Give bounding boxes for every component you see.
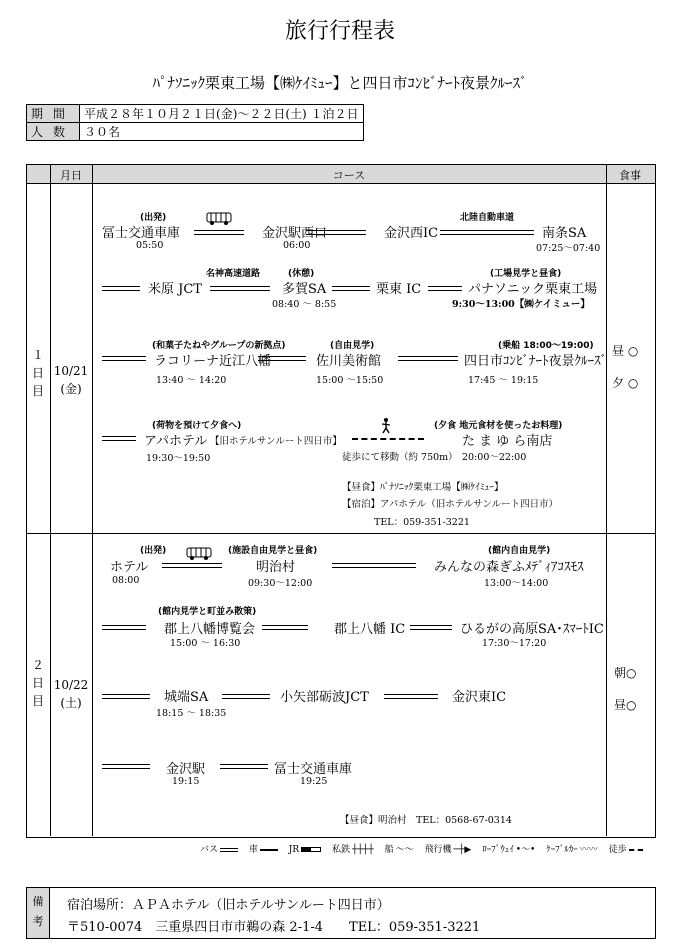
d1-s10-note: (自由見学) — [330, 341, 375, 351]
period-value: 平成２８年１０月２１日(金)～２２日(土) １泊２日 — [80, 105, 364, 123]
legend-cablecar: ｹｰﾌﾞﾙｶｰ — [546, 845, 578, 855]
period-label: 期間 — [27, 105, 80, 123]
legend-private-rail: 私鉄 — [332, 845, 351, 855]
legend-ship: 船 — [384, 845, 394, 855]
d2-s3-note: (館内自由見学) — [488, 546, 551, 556]
d2-s1-name: ホテル — [110, 560, 149, 575]
header-course: コース — [332, 169, 366, 182]
d1-s11-time: 17:45 ～ 19:15 — [468, 375, 539, 386]
d2-s7-time: 18:15 ～ 18:35 — [156, 708, 227, 719]
d2-s10-name: 金沢駅 — [166, 762, 206, 777]
bus-icon — [186, 547, 212, 561]
d1-meishin-note: 名神高速道路 — [206, 269, 261, 279]
d2-s4-time: 15:00 ～ 16:30 — [170, 638, 241, 649]
d2-s2-name: 明治村 — [256, 560, 296, 575]
d1-s1-name: 冨士交通車庫 — [102, 226, 181, 241]
d1-s10-name: 佐川美術館 — [316, 354, 382, 369]
d1-s12-time: 19:30～19:50 — [146, 453, 211, 464]
d2-s6-name: ひるがの高原SA･ｽﾏｰﾄIC — [460, 622, 604, 637]
d2-s10-time: 19:15 — [172, 776, 200, 787]
bus-icon — [206, 212, 232, 226]
d2-s11-time: 19:25 — [300, 776, 328, 787]
people-label: 人数 — [27, 123, 80, 141]
d1-s13-name: た ま ゆ ら南店 — [462, 434, 553, 449]
header-date: 月日 — [60, 169, 82, 182]
day1-meal-dinner: 夕 ○ — [612, 376, 639, 390]
d2-s3-name: みんなの森ぎふﾒﾃﾞｨｱｺｽﾓｽ — [434, 560, 584, 575]
d1-hokuriku-note: 北陸自動車道 — [460, 213, 515, 223]
d1-s6-note: (休憩) — [288, 269, 315, 279]
d2-s11-name: 冨士交通車庫 — [274, 762, 353, 777]
transport-legend: バス 車 JR 私鉄 ┼┼┼┼ 船 〜〜 飛行機 ─┼▶ ﾛｰﾌﾟｳｪｲ •〜• ｹｰﾌﾞﾙｶｰ 〰〰 徒歩 — [200, 842, 643, 855]
day1-label: １ 日 目 — [31, 348, 44, 398]
d1-walk-note: 徒歩にて移動（約 750m） — [342, 452, 458, 463]
d1-s11-note: (乗船 18:00～19:00) — [498, 341, 594, 351]
d1-s1-time: 05:50 — [136, 240, 164, 251]
d1-s1-note: (出発) — [140, 213, 167, 223]
d1-s2-name: 金沢駅西口 — [262, 226, 328, 241]
remarks-line1: 宿泊場所：ＡＰＡホテル（旧ホテルサンルート四日市） — [67, 898, 390, 913]
d2-s8-name: 小矢部砺波JCT — [280, 690, 369, 705]
legend-car: 車 — [248, 845, 258, 855]
d1-stay-info: 【宿泊】アパホテル（旧ホテルサンルート四日市） — [342, 499, 559, 510]
page-title: 旅行行程表 — [284, 19, 395, 44]
d1-s8-time: 9:30～13:00【㈱ケイミュー】 — [452, 299, 590, 310]
remarks-line2: 〒510-0074 三重県四日市市鵜の森 2-1-4 TEL：059-351-3221 — [67, 920, 481, 935]
d1-s12-name: アパホテル — [144, 434, 208, 449]
d1-s11-name: 四日市ｺﾝﾋﾞﾅｰﾄ夜景ｸﾙｰｽﾞ — [464, 354, 608, 369]
d1-s4-name: 南条SA — [542, 226, 587, 241]
d1-s5-name: 米原 JCT — [148, 282, 202, 297]
d2-lunch-info: 【昼食】明治村 TEL：0568-67-0314 — [340, 815, 512, 826]
remarks-box — [26, 887, 656, 939]
tour-subtitle: ﾊﾟﾅｿﾆｯｸ栗東工場【㈱ｹｲﾐｭｰ】と四日市ｺﾝﾋﾞﾅｰﾄ夜景ｸﾙｰｽﾞ — [152, 74, 528, 92]
legend-walk: 徒歩 — [608, 845, 627, 855]
d1-s10-time: 15:00 ～15:50 — [316, 375, 384, 386]
legend-ropeway: ﾛｰﾌﾟｳｪｲ — [482, 845, 514, 855]
d1-s3-name: 金沢西IC — [384, 226, 439, 241]
d1-s4-time: 07:25～07:40 — [536, 243, 601, 254]
legend-jr: JR — [288, 845, 300, 855]
d2-s9-name: 金沢東IC — [452, 690, 507, 705]
d1-s12-note: (荷物を預けて夕食へ) — [152, 421, 242, 431]
d2-s5-name: 郡上八幡 IC — [334, 622, 406, 637]
d1-s2-time: 06:00 — [283, 240, 311, 251]
d2-s7-name: 城端SA — [164, 690, 209, 705]
d1-s9-name: ラコリーナ近江八幡 — [154, 354, 272, 369]
legend-plane: 飛行機 — [424, 845, 452, 855]
d2-s4-name: 郡上八幡博覧会 — [164, 622, 256, 637]
d2-s3-time: 13:00～14:00 — [484, 578, 549, 589]
d2-s6-time: 17:30～17:20 — [482, 638, 547, 649]
d1-s9-note: (和菓子たねやグループの新拠点) — [152, 341, 286, 351]
d1-s8-name: パナソニック栗東工場 — [468, 282, 598, 297]
people-value: ３０名 — [80, 123, 364, 141]
day2-meal-lunch: 昼○ — [614, 698, 637, 712]
d1-s6-name: 多賀SA — [282, 282, 327, 297]
d1-s9-time: 13:40 ～ 14:20 — [156, 375, 227, 386]
d2-s2-note: (施設自由見学と昼食) — [228, 546, 318, 556]
summary-table — [26, 104, 364, 141]
walking-person-icon — [380, 418, 392, 434]
day1-date: 10/21 (金) — [53, 364, 89, 396]
legend-bus: バス — [200, 845, 219, 855]
d1-s8-note: (工場見学と昼食) — [490, 269, 562, 279]
header-meal: 食事 — [619, 169, 641, 182]
day2-label: ２ 日 目 — [31, 658, 44, 708]
day1-meal-lunch: 昼 ○ — [612, 344, 639, 358]
d2-s2-time: 09:30～12:00 — [248, 578, 313, 589]
d1-s13-time: 20:00～22:00 — [462, 452, 527, 463]
d2-s1-note: (出発) — [140, 546, 167, 556]
d1-s7-name: 栗東 IC — [376, 282, 422, 297]
day2-meal-breakfast: 朝○ — [614, 666, 637, 680]
d1-s13-note: (夕食 地元食材を使ったお料理) — [434, 421, 563, 431]
d2-s4-note: (館内見学と町並み散策) — [158, 607, 257, 617]
itinerary-table — [26, 164, 656, 838]
d2-s1-time: 08:00 — [112, 575, 140, 586]
d1-tel-info: TEL：059-351-3221 — [374, 517, 470, 528]
remarks-label: 備 考 — [27, 888, 50, 938]
day2-date: 10/22 (土) — [53, 678, 89, 710]
d1-s6-time: 08:40 ～ 8:55 — [272, 299, 337, 310]
d1-lunch-info: 【昼食】ﾊﾟﾅｿﾆｯｸ栗東工場【㈱ｹｲﾐｭｰ】 — [342, 482, 504, 493]
d1-s12-sub: 【旧ホテルサンルート四日市】 — [210, 436, 342, 447]
